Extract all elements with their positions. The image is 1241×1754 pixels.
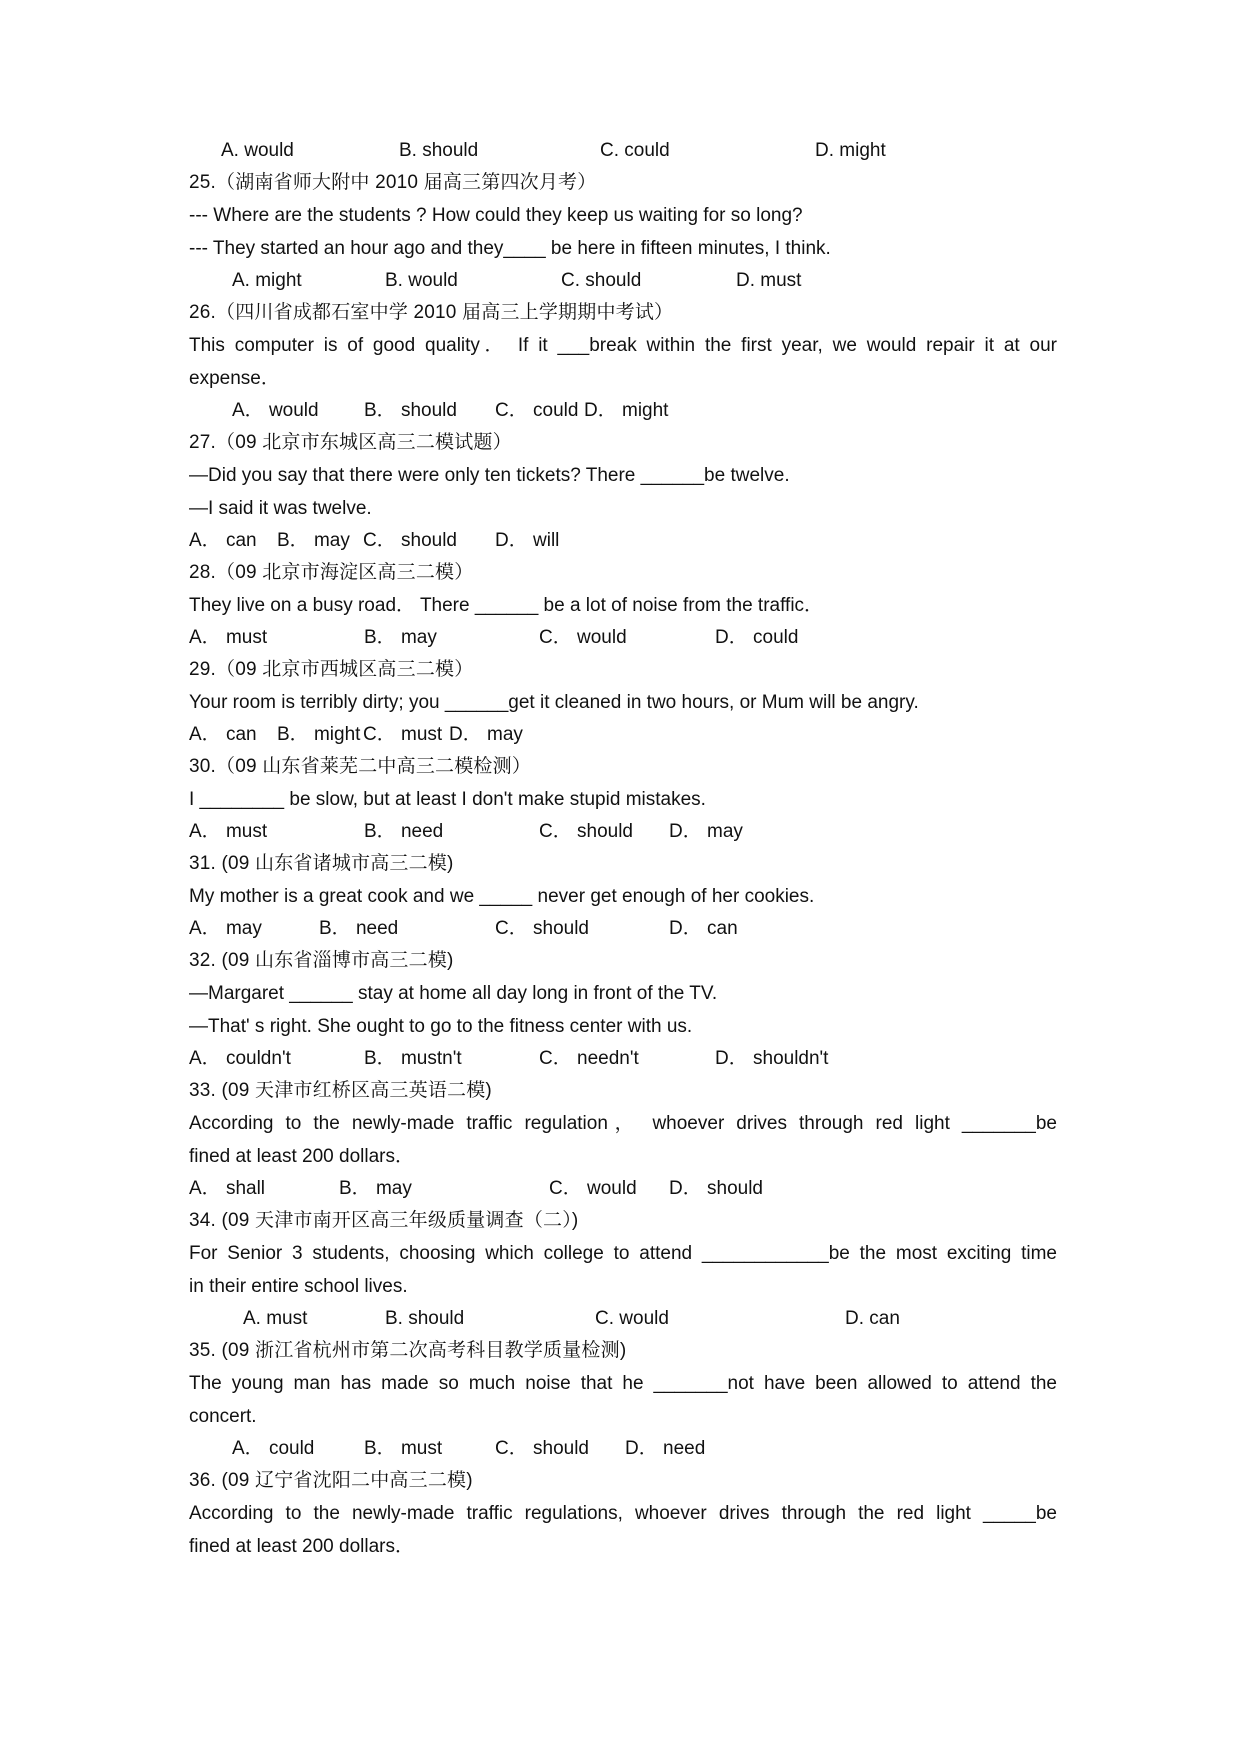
answer-option: D． should	[669, 1178, 763, 1199]
question-text-line: concert.	[189, 1406, 257, 1427]
answer-option: B． may	[364, 627, 437, 648]
answer-option: B． may	[339, 1178, 412, 1199]
answer-option: B. would	[385, 270, 458, 291]
question-source-heading: 29.（09 北京市西城区高三二模）	[189, 659, 474, 680]
answer-option: B. should	[385, 1308, 465, 1329]
answer-options	[189, 816, 1057, 848]
question-text-line: I ________ be slow, but at least I don't make stupid mistakes.	[189, 789, 706, 810]
answer-option: C. should	[561, 270, 642, 291]
question-source-heading: 35. (09 浙江省杭州市第二次高考科目教学质量检测)	[189, 1340, 627, 1361]
question-text-line: For Senior 3 students, choosing which college to attend ____________be the most exciting time	[189, 1243, 1057, 1264]
answer-option: B． might	[277, 724, 361, 745]
answer-option: C． must	[363, 724, 443, 745]
answer-option: C． should	[495, 918, 589, 939]
answer-options	[189, 1043, 1057, 1075]
question-text-line: This computer is of good quality． If it ___break within the first year, we would repair it at our	[189, 335, 1057, 356]
answer-option: D. must	[736, 270, 802, 291]
answer-option: A． couldn't	[189, 1048, 291, 1069]
answer-option: D． may	[449, 724, 523, 745]
question-text-line: According to the newly-made traffic regulation， whoever drives through red light _______be	[189, 1113, 1057, 1134]
answer-option: A． must	[189, 821, 268, 842]
answer-options	[189, 1173, 1057, 1205]
answer-option: C． should	[363, 530, 457, 551]
answer-option: A． would	[232, 400, 319, 421]
answer-option: D． might	[584, 400, 669, 421]
answer-option: A． must	[189, 627, 268, 648]
answer-options	[189, 913, 1057, 945]
question-text-line: --- They started an hour ago and they____ be here in fifteen minutes, I think.	[189, 238, 831, 259]
question-text-line: expense．	[189, 368, 280, 389]
answer-option: A． may	[189, 918, 262, 939]
answer-option: A. would	[221, 140, 294, 161]
question-text-line: According to the newly-made traffic regulations, whoever drives through the red light _____be	[189, 1503, 1057, 1524]
answer-options	[189, 265, 1057, 297]
question-source-heading: 31. (09 山东省诸城市高三二模)	[189, 853, 454, 874]
answer-option: A． could	[232, 1438, 315, 1459]
answer-option: C． should	[495, 1438, 589, 1459]
answer-option: B． must	[364, 1438, 443, 1459]
question-text-line: —I said it was twelve.	[189, 498, 372, 519]
question-source-heading: 26.（四川省成都石室中学 2010 届高三上学期期中考试）	[189, 302, 674, 323]
answer-options	[189, 395, 1057, 427]
question-text-line: They live on a busy road． There ______ be a lot of noise from the traffic．	[189, 595, 824, 616]
question-text-line: Your room is terribly dirty; you ______get it cleaned in two hours, or Mum will be angry.	[189, 692, 919, 713]
answer-option: A． can	[189, 724, 257, 745]
answer-option: D． could	[715, 627, 799, 648]
answer-option: A． shall	[189, 1178, 266, 1199]
question-text-line: fined at least 200 dollars．	[189, 1146, 414, 1167]
answer-option: C． would	[539, 627, 627, 648]
question-text-line: The young man has made so much noise that he _______not have been allowed to attend the	[189, 1373, 1057, 1394]
answer-option: C. would	[595, 1308, 669, 1329]
answer-options	[189, 525, 1057, 557]
answer-option: D． will	[495, 530, 560, 551]
answer-option: D． shouldn't	[715, 1048, 829, 1069]
answer-options	[189, 1433, 1057, 1465]
answer-option: C. could	[600, 140, 670, 161]
answer-options	[189, 135, 1057, 167]
question-source-heading: 32. (09 山东省淄博市高三二模)	[189, 950, 454, 971]
question-text-line: —That' s right. She ought to go to the fitness center with us.	[189, 1016, 693, 1037]
question-source-heading: 30.（09 山东省莱芜二中高三二模检测）	[189, 756, 532, 777]
answer-option: A. must	[243, 1308, 308, 1329]
question-text-line: --- Where are the students ? How could they keep us waiting for so long?	[189, 205, 803, 226]
question-source-heading: 33. (09 天津市红桥区高三英语二模)	[189, 1080, 492, 1101]
answer-option: C． could	[495, 400, 579, 421]
answer-options	[189, 719, 1057, 751]
question-source-heading: 27.（09 北京市东城区高三二模试题）	[189, 432, 512, 453]
answer-option: B． may	[277, 530, 350, 551]
answer-option: D． need	[625, 1438, 706, 1459]
question-source-heading: 36. (09 辽宁省沈阳二中高三二模)	[189, 1470, 473, 1491]
answer-option: B. should	[399, 140, 479, 161]
answer-option: D. might	[815, 140, 886, 161]
answer-option: C． would	[549, 1178, 637, 1199]
answer-option: A. might	[232, 270, 302, 291]
question-source-heading: 34. (09 天津市南开区高三年级质量调查（二）)	[189, 1210, 579, 1231]
answer-options	[189, 1303, 1057, 1335]
question-text-line: fined at least 200 dollars．	[189, 1536, 414, 1557]
answer-option: B． need	[364, 821, 444, 842]
question-source-heading: 28.（09 北京市海淀区高三二模）	[189, 562, 474, 583]
question-source-heading: 25.（湖南省师大附中 2010 届高三第四次月考）	[189, 172, 597, 193]
answer-option: A． can	[189, 530, 257, 551]
answer-option: C． needn't	[539, 1048, 639, 1069]
answer-option: C． should	[539, 821, 633, 842]
answer-option: B． should	[364, 400, 457, 421]
question-text-line: —Margaret ______ stay at home all day long in front of the TV.	[189, 983, 718, 1004]
question-text-line: —Did you say that there were only ten tickets? There ______be twelve.	[189, 465, 790, 486]
answer-option: B． need	[319, 918, 399, 939]
answer-option: D． may	[669, 821, 743, 842]
answer-option: D． can	[669, 918, 738, 939]
answer-option: D. can	[845, 1308, 900, 1329]
answer-options	[189, 622, 1057, 654]
question-text-line: My mother is a great cook and we _____ never get enough of her cookies.	[189, 886, 815, 907]
question-text-line: in their entire school lives.	[189, 1276, 408, 1297]
answer-option: B． mustn't	[364, 1048, 462, 1069]
